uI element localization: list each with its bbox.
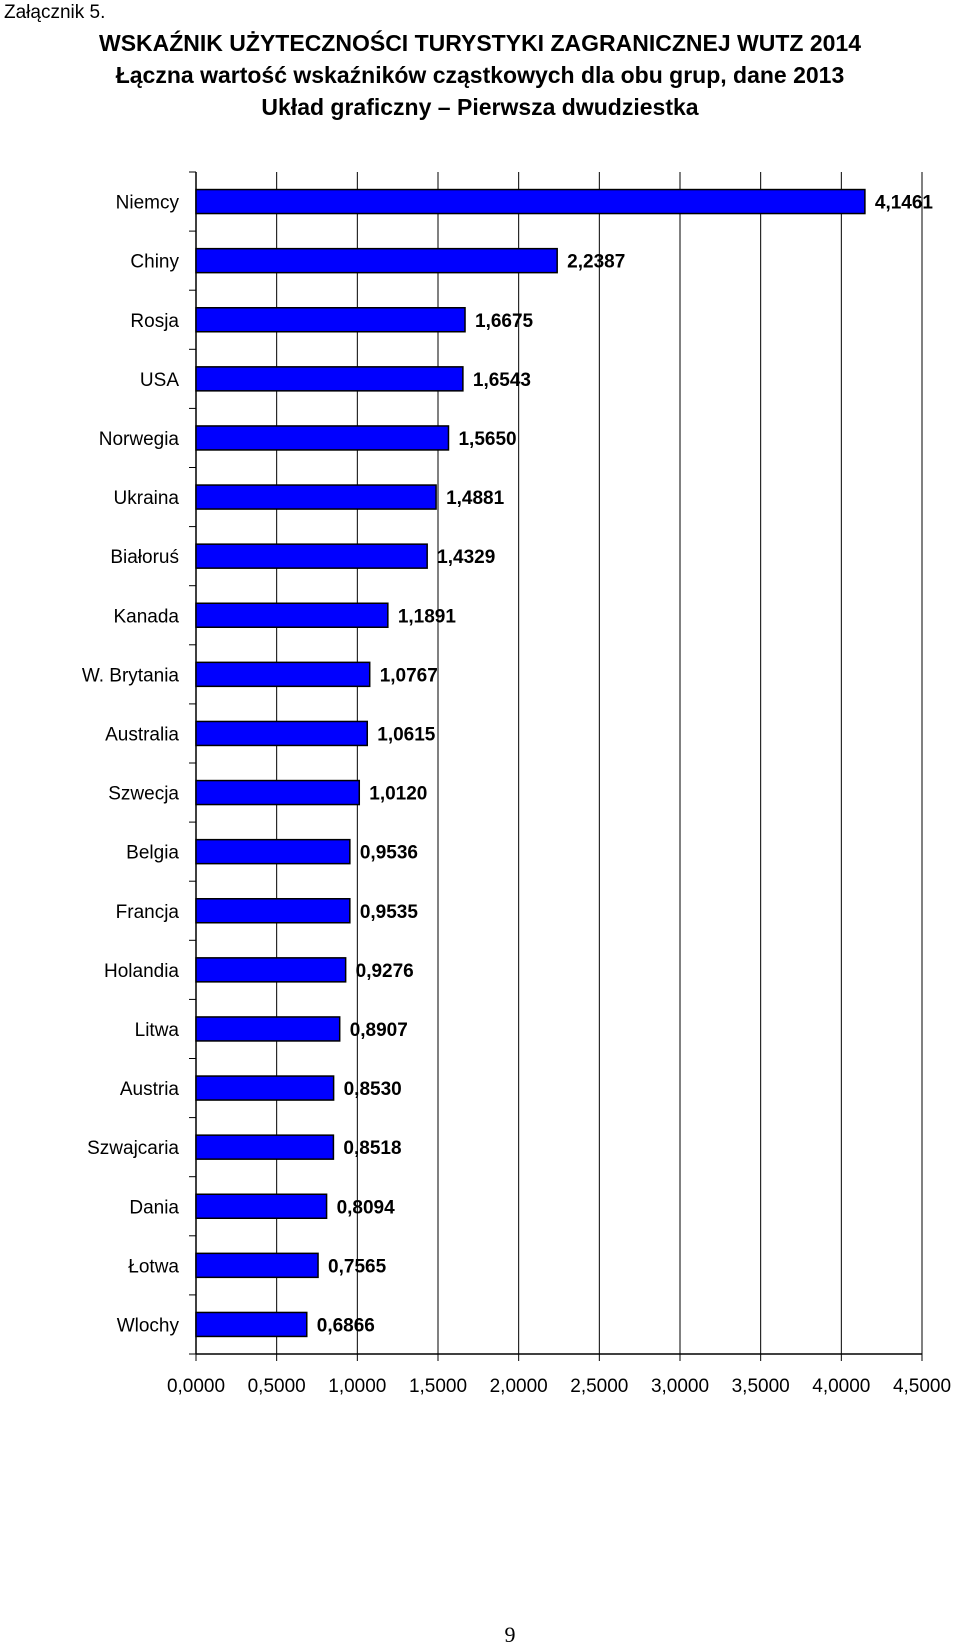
value-label: 1,1891: [397, 606, 456, 628]
category-label: W. Brytania: [81, 665, 179, 687]
x-tick-label: 4,5000: [892, 1376, 952, 1397]
bar: [196, 840, 350, 864]
bar: [196, 190, 865, 214]
bar: [196, 544, 427, 568]
category-label: USA: [139, 369, 179, 391]
value-label: 1,4881: [446, 488, 505, 510]
category-label: Belgia: [126, 842, 179, 864]
category-label: Francja: [115, 901, 179, 923]
chart-subtitle: Łączna wartość wskaźników cząstkowych dla obu grup, dane 2013: [115, 62, 845, 88]
x-tick-label: 0,5000: [247, 1376, 306, 1397]
category-label: Łotwa: [128, 1256, 179, 1278]
value-label: 1,0120: [369, 783, 428, 805]
value-label: 1,6675: [475, 310, 534, 332]
category-label: Dania: [129, 1197, 179, 1219]
chart-title: WSKAŹNIK UŻYTECZNOŚCI TURYSTYKI ZAGRANICZNEJ WUTZ 2014: [98, 30, 861, 56]
category-label: Rosja: [130, 310, 179, 332]
value-label: 0,9536: [359, 842, 418, 864]
bar: [196, 1135, 333, 1159]
x-tick-label: 4,0000: [812, 1376, 871, 1397]
value-label: 0,8530: [343, 1079, 402, 1101]
value-label: 1,0767: [379, 665, 438, 687]
bar: [196, 1253, 318, 1277]
x-tick-label: 2,0000: [489, 1376, 548, 1397]
bar: [196, 958, 346, 982]
category-label: Kanada: [113, 606, 179, 628]
attachment-label: Załącznik 5.: [4, 2, 106, 23]
bar: [196, 367, 463, 391]
bar: [196, 308, 465, 332]
x-tick-label: 2,5000: [570, 1376, 629, 1397]
chart-layout-caption: Układ graficzny – Pierwsza dwudziestka: [261, 94, 699, 120]
category-label: Norwegia: [98, 428, 179, 450]
category-label: Chiny: [130, 251, 179, 273]
bar: [196, 1076, 334, 1100]
value-label: 1,4329: [437, 547, 496, 569]
bar: [196, 781, 359, 805]
value-label: 1,6543: [472, 369, 532, 391]
category-label: Australia: [105, 724, 179, 746]
value-label: 0,9535: [359, 901, 418, 923]
category-label: Szwecja: [108, 783, 179, 805]
bar: [196, 1312, 307, 1336]
category-label: Białoruś: [110, 547, 179, 569]
bar: [196, 603, 388, 627]
value-label: 0,9276: [355, 960, 414, 982]
category-label: Niemcy: [115, 192, 179, 214]
bar: [196, 485, 436, 509]
bar: [196, 1017, 340, 1041]
value-label: 1,0615: [377, 724, 436, 746]
x-tick-label: 3,0000: [650, 1376, 710, 1397]
category-label: Ukraina: [113, 488, 179, 510]
bar: [196, 249, 557, 273]
value-label: 0,6866: [316, 1315, 375, 1337]
x-tick-label: 0,0000: [166, 1376, 226, 1397]
value-label: 0,7565: [328, 1256, 387, 1278]
bar: [196, 721, 367, 745]
x-tick-label: 1,0000: [328, 1376, 387, 1397]
category-label: Szwajcaria: [87, 1138, 179, 1160]
bar: [196, 1194, 327, 1218]
value-label: 1,5650: [458, 428, 517, 450]
bar: [196, 899, 350, 923]
bar: [196, 662, 370, 686]
value-label: 4,1461: [874, 192, 934, 214]
x-tick-label: 1,5000: [408, 1376, 468, 1397]
bar: [196, 426, 448, 450]
category-label: Holandia: [104, 960, 179, 982]
value-label: 2,2387: [567, 251, 626, 273]
category-label: Austria: [119, 1079, 179, 1101]
value-label: 0,8907: [349, 1019, 408, 1041]
category-label: Wlochy: [116, 1315, 179, 1337]
category-label: Litwa: [134, 1019, 179, 1041]
page-number: 9: [504, 1622, 516, 1647]
x-tick-label: 3,5000: [731, 1376, 790, 1397]
value-label: 0,8518: [343, 1138, 402, 1160]
value-label: 0,8094: [336, 1197, 395, 1219]
